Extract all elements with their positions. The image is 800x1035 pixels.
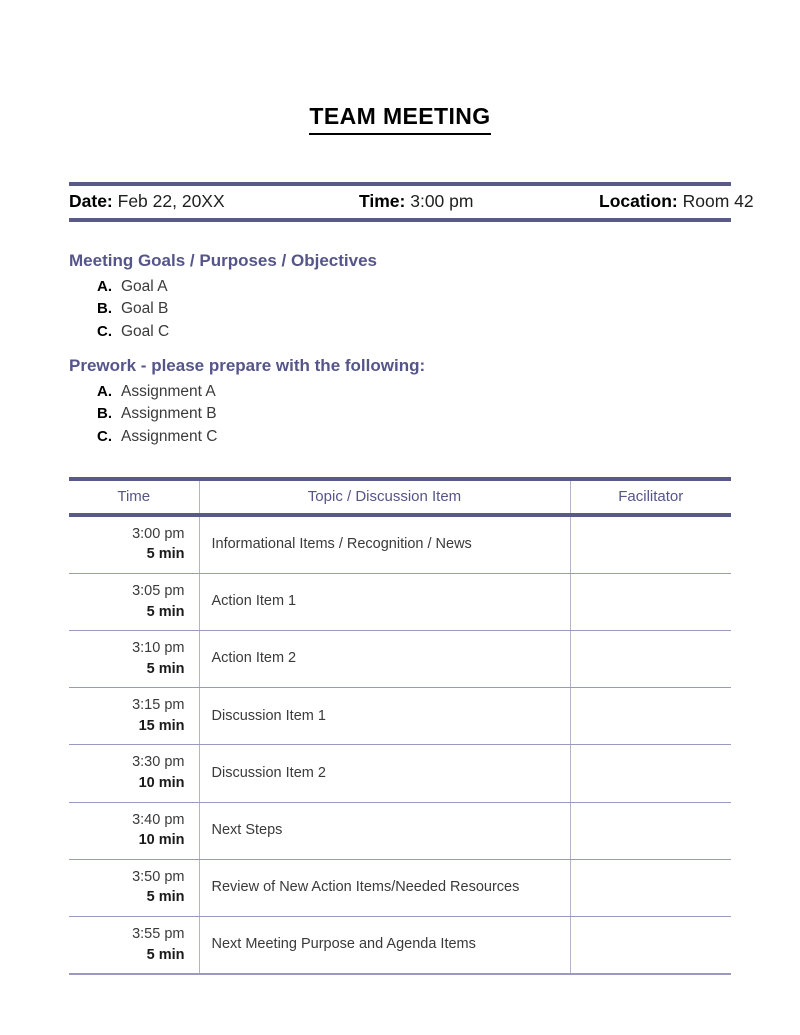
agenda-table-body xyxy=(69,515,731,974)
row-start-time: 3:00 pm xyxy=(132,525,185,542)
meeting-meta-bar xyxy=(69,182,754,222)
list-item-marker: C. xyxy=(97,428,112,446)
meta-location xyxy=(599,191,754,212)
agenda-table xyxy=(69,477,731,975)
meta-location-value: Room 42 xyxy=(677,191,754,212)
meta-date-value: Feb 22, 20XX xyxy=(112,191,225,212)
agenda-table-header xyxy=(69,479,731,515)
list-item-marker: A. xyxy=(97,277,112,295)
list-item-label: Assignment A xyxy=(121,382,216,400)
table-row xyxy=(69,515,731,574)
row-time-cell xyxy=(69,802,199,859)
row-duration: 10 min xyxy=(138,775,185,792)
row-time-cell xyxy=(69,515,199,574)
row-duration: 5 min xyxy=(146,889,185,906)
row-time-cell xyxy=(69,916,199,974)
page-title: TEAM MEETING xyxy=(309,103,490,134)
row-topic-cell: Action Item 1 xyxy=(199,574,570,631)
row-topic-cell: Next Meeting Purpose and Agenda Items xyxy=(199,916,570,974)
row-start-time: 3:15 pm xyxy=(132,697,185,714)
row-topic-cell: Informational Items / Recognition / News xyxy=(199,515,570,574)
table-row xyxy=(69,916,731,974)
list-item xyxy=(97,321,731,344)
list-item-label: Goal A xyxy=(121,277,168,295)
row-facilitator-cell[interactable] xyxy=(570,688,731,745)
table-row xyxy=(69,631,731,688)
list-item-marker: B. xyxy=(97,300,112,318)
title-area xyxy=(69,0,731,150)
row-topic-cell: Action Item 2 xyxy=(199,631,570,688)
meta-time-value: 3:00 pm xyxy=(405,191,474,212)
meta-time xyxy=(359,191,599,212)
list-item-label: Goal B xyxy=(121,300,169,318)
meeting-goals-section xyxy=(69,249,731,344)
meta-time-label: Time: xyxy=(359,191,406,212)
table-row xyxy=(69,859,731,916)
table-row xyxy=(69,688,731,745)
meta-date-label: Date: xyxy=(69,191,113,212)
column-header-topic: Topic / Discussion Item xyxy=(199,479,570,515)
list-item xyxy=(97,403,731,426)
table-row xyxy=(69,802,731,859)
meta-location-label: Location: xyxy=(599,191,678,212)
row-time-cell xyxy=(69,574,199,631)
list-item xyxy=(97,381,731,404)
row-facilitator-cell[interactable] xyxy=(570,859,731,916)
list-item xyxy=(97,298,731,321)
row-start-time: 3:50 pm xyxy=(132,868,185,885)
meeting-goals-list xyxy=(69,276,731,344)
row-facilitator-cell[interactable] xyxy=(570,916,731,974)
prework-heading: Prework - please prepare with the following: xyxy=(69,356,426,376)
column-header-facilitator: Facilitator xyxy=(570,479,731,515)
meta-date xyxy=(69,191,359,212)
row-topic-cell: Next Steps xyxy=(199,802,570,859)
list-item-label: Goal C xyxy=(121,323,170,341)
row-topic-cell: Discussion Item 2 xyxy=(199,745,570,802)
row-facilitator-cell[interactable] xyxy=(570,574,731,631)
table-row xyxy=(69,745,731,802)
column-header-time: Time xyxy=(69,479,199,515)
row-duration: 5 min xyxy=(146,546,185,563)
list-item-label: Assignment B xyxy=(121,405,217,423)
row-duration: 15 min xyxy=(138,717,185,734)
row-facilitator-cell[interactable] xyxy=(570,745,731,802)
list-item-marker: C. xyxy=(97,323,112,341)
row-duration: 5 min xyxy=(146,603,185,620)
table-header-row xyxy=(69,479,731,515)
meeting-goals-heading: Meeting Goals / Purposes / Objectives xyxy=(69,251,377,271)
row-start-time: 3:55 pm xyxy=(132,925,185,942)
row-facilitator-cell[interactable] xyxy=(570,515,731,574)
row-start-time: 3:30 pm xyxy=(132,754,185,771)
list-item xyxy=(97,426,731,449)
row-time-cell xyxy=(69,688,199,745)
list-item-marker: A. xyxy=(97,382,112,400)
row-time-cell xyxy=(69,859,199,916)
list-item-marker: B. xyxy=(97,405,112,423)
row-start-time: 3:05 pm xyxy=(132,583,185,599)
row-duration: 5 min xyxy=(146,660,185,677)
row-topic-cell: Review of New Action Items/Needed Resources xyxy=(199,859,570,916)
row-time-cell xyxy=(69,631,199,688)
row-duration: 10 min xyxy=(138,832,185,849)
row-facilitator-cell[interactable] xyxy=(570,802,731,859)
row-time-cell xyxy=(69,745,199,802)
prework-section xyxy=(69,354,731,449)
row-duration: 5 min xyxy=(146,946,185,963)
row-start-time: 3:40 pm xyxy=(132,811,185,828)
row-start-time: 3:10 pm xyxy=(132,640,185,657)
table-row xyxy=(69,574,731,631)
row-topic-cell: Discussion Item 1 xyxy=(199,688,570,745)
list-item xyxy=(97,276,731,299)
prework-list xyxy=(69,381,731,449)
list-item-label: Assignment C xyxy=(121,428,218,446)
row-facilitator-cell[interactable] xyxy=(570,631,731,688)
